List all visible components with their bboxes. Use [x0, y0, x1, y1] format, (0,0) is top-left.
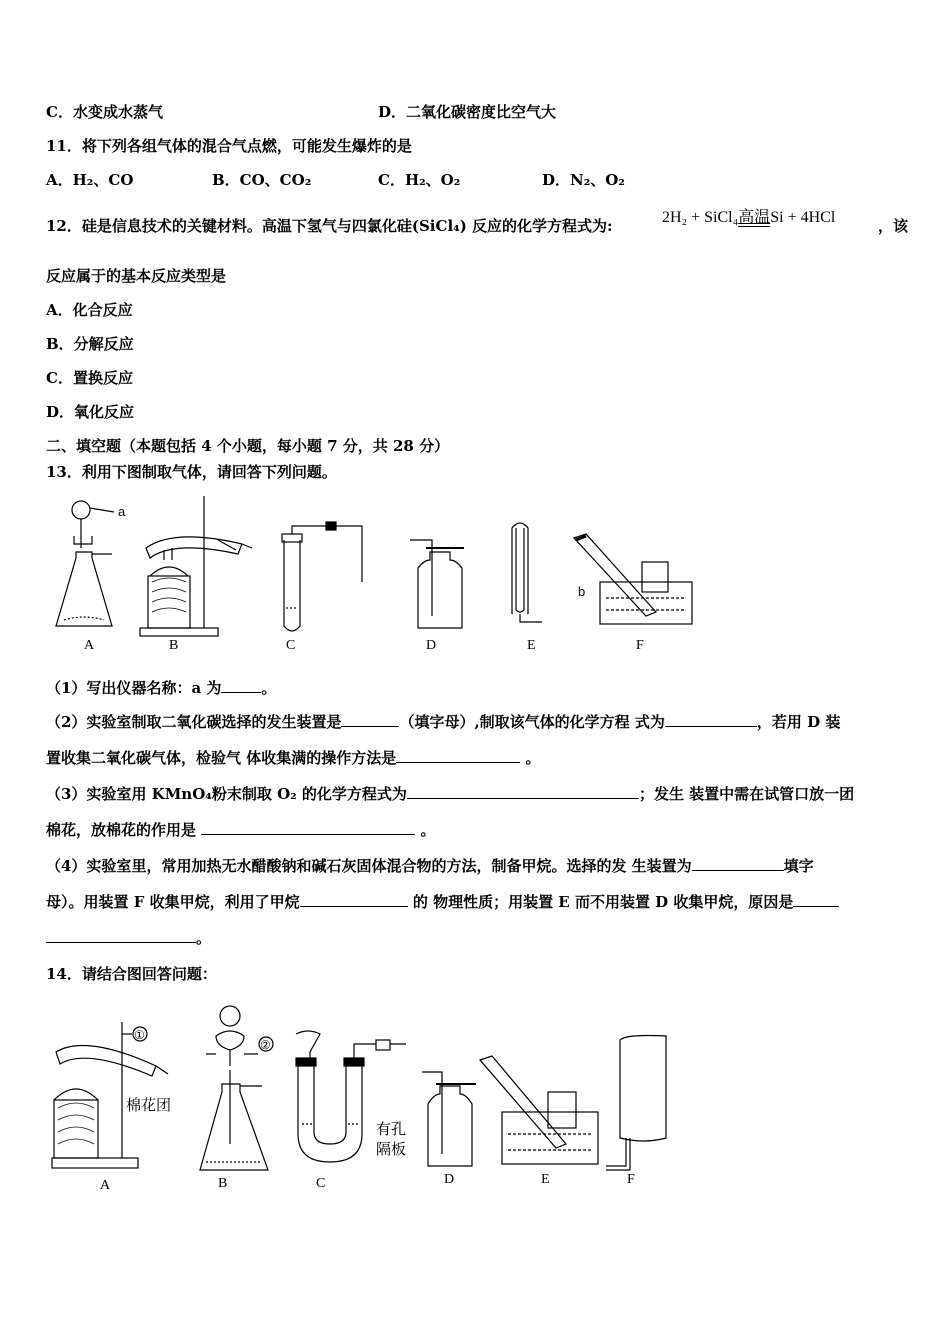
q12-stem-end: ，该 [878, 217, 909, 235]
q14-mark-1: ① [134, 1028, 145, 1042]
cotton-label: 棉花团 [126, 1097, 172, 1114]
q13-part3-text-c: 棉花，放棉花的作用是 [46, 821, 197, 839]
q14-mark-2: ② [260, 1038, 271, 1052]
label-a: a [118, 504, 126, 519]
q14-stem: 14．请结合图回答问题： [46, 965, 217, 983]
answer-blank[interactable] [201, 820, 415, 835]
q10-option-c: C．水变成水蒸气 [46, 103, 163, 121]
answer-blank[interactable] [46, 928, 196, 943]
q11-option-a: A．H₂、CO [46, 171, 134, 189]
q14-apparatus-e [480, 1056, 598, 1164]
q14-fig-label-e: E [541, 1172, 550, 1187]
q14-fig-label-a: A [100, 1178, 111, 1193]
q10-option-d: D．二氧化碳密度比空气大 [378, 103, 557, 121]
apparatus-e [512, 523, 542, 622]
q13-part4-end-line [46, 928, 211, 948]
apparatus-a [56, 501, 126, 626]
q11-option-d: D．N₂、O₂ [542, 171, 625, 189]
q14-apparatus-d [422, 1072, 476, 1166]
q13-fig-label-b: B [169, 638, 179, 653]
q13-part2-text-d: 置收集二氧化碳气体，检验气 体收集满的操作方法是 [46, 749, 397, 767]
q13-fig-label-f: F [636, 638, 644, 653]
q13-fig-label-e: E [527, 638, 536, 653]
q14-apparatus-figure [46, 994, 686, 1174]
q13-part3-text-a: （3）实验室用 KMnO₄粉末制取 O₂ 的化学方程式为 [46, 785, 407, 803]
apparatus-d [410, 540, 464, 628]
q13-part4-text-a: （4）实验室里，常用加热无水醋酸钠和碱石灰固体混合物的方法，制备甲烷。选择的发 生装置为 [46, 857, 692, 875]
q13-part3-end: 。 [420, 821, 436, 839]
q12-option-b: B．分解反应 [46, 335, 134, 353]
equation-right: Si + 4HCl [770, 209, 836, 226]
q13-stem: 13．利用下图制取气体，请回答下列问题。 [46, 463, 337, 481]
apparatus-f [574, 534, 692, 624]
q12-equation [662, 204, 835, 227]
q13-part4-end: 。 [196, 929, 212, 947]
label-b: b [578, 584, 586, 599]
q14-apparatus-a [52, 1022, 171, 1168]
q13-part4-text-d: 的 物理性质；用装置 E 而不用装置 D 收集甲烷，原因是 [412, 893, 794, 911]
q13-part3 [46, 784, 854, 804]
q11-option-c: C．H₂、O₂ [378, 171, 461, 189]
answer-blank[interactable] [793, 892, 839, 907]
q13-part2-cont [46, 748, 540, 768]
q14-fig-label-c: C [316, 1176, 326, 1191]
q12-option-a: A．化合反应 [46, 301, 133, 319]
q13-part4-text-c: 母）。用装置 F 收集甲烷，利用了甲烷 [46, 893, 300, 911]
q14-apparatus-f [606, 1036, 666, 1171]
answer-blank[interactable] [692, 856, 784, 871]
q13-part1-end: 。 [261, 679, 277, 697]
apparatus-c [282, 522, 362, 631]
q13-fig-label-a: A [84, 638, 95, 653]
q14-apparatus-c [296, 1031, 406, 1162]
answer-blank[interactable] [665, 712, 757, 727]
apparatus-b [140, 496, 252, 636]
equation-condition: 高温 [738, 209, 771, 226]
q13-fig-label-c: C [286, 638, 296, 653]
q13-part2 [46, 712, 840, 732]
q14-fig-label-f: F [627, 1172, 635, 1187]
plate-label-line1: 有孔 [376, 1121, 407, 1138]
q11-option-b: B．CO、CO₂ [212, 171, 312, 189]
section-heading: 二、填空题（本题包括 4 个小题，每小题 7 分，共 28 分） [46, 437, 450, 455]
q12-option-d: D．氧化反应 [46, 403, 135, 421]
q13-apparatus-figure [46, 488, 706, 663]
q13-part4 [46, 856, 814, 876]
q13-part2-text-c: ，若用 D 装 [756, 713, 841, 731]
q13-part2-text-b: （填字母）,制取该气体的化学方程 式为 [399, 713, 665, 731]
q13-part4-cont [46, 892, 839, 912]
answer-blank[interactable] [221, 678, 261, 693]
q13-part1 [46, 678, 276, 698]
q14-fig-label-d: D [444, 1172, 455, 1187]
q13-part1-text: （1）写出仪器名称：a 为 [46, 679, 222, 697]
answer-blank[interactable] [396, 748, 520, 763]
q13-part4-text-b: 填字 [783, 857, 814, 875]
q11-stem: 11．将下列各组气体的混合气点燃，可能发生爆炸的是 [46, 137, 412, 155]
q14-apparatus-b [200, 1006, 273, 1170]
q14-fig-label-b: B [218, 1176, 228, 1191]
answer-blank[interactable] [300, 892, 408, 907]
q12-stem-cont: 反应属于的基本反应类型是 [46, 267, 227, 285]
equation-left: 2H₂ + SiCl₄ [662, 209, 739, 226]
answer-blank[interactable] [341, 712, 399, 727]
q13-part2-end: 。 [525, 749, 541, 767]
q13-part3-text-b: ；发生 装置中需在试管口放一团 [638, 785, 855, 803]
q13-part2-text-a: （2）实验室制取二氧化碳选择的发生装置是 [46, 713, 342, 731]
q12-option-c: C．置换反应 [46, 369, 133, 387]
q12-stem: 12．硅是信息技术的关键材料。高温下氢气与四氯化硅(SiCl₄) 反应的化学方程式为: [46, 217, 613, 235]
plate-label-line2: 隔板 [376, 1141, 407, 1158]
q13-fig-label-d: D [426, 638, 437, 653]
q13-part3-cont [46, 820, 436, 840]
answer-blank[interactable] [407, 784, 639, 799]
